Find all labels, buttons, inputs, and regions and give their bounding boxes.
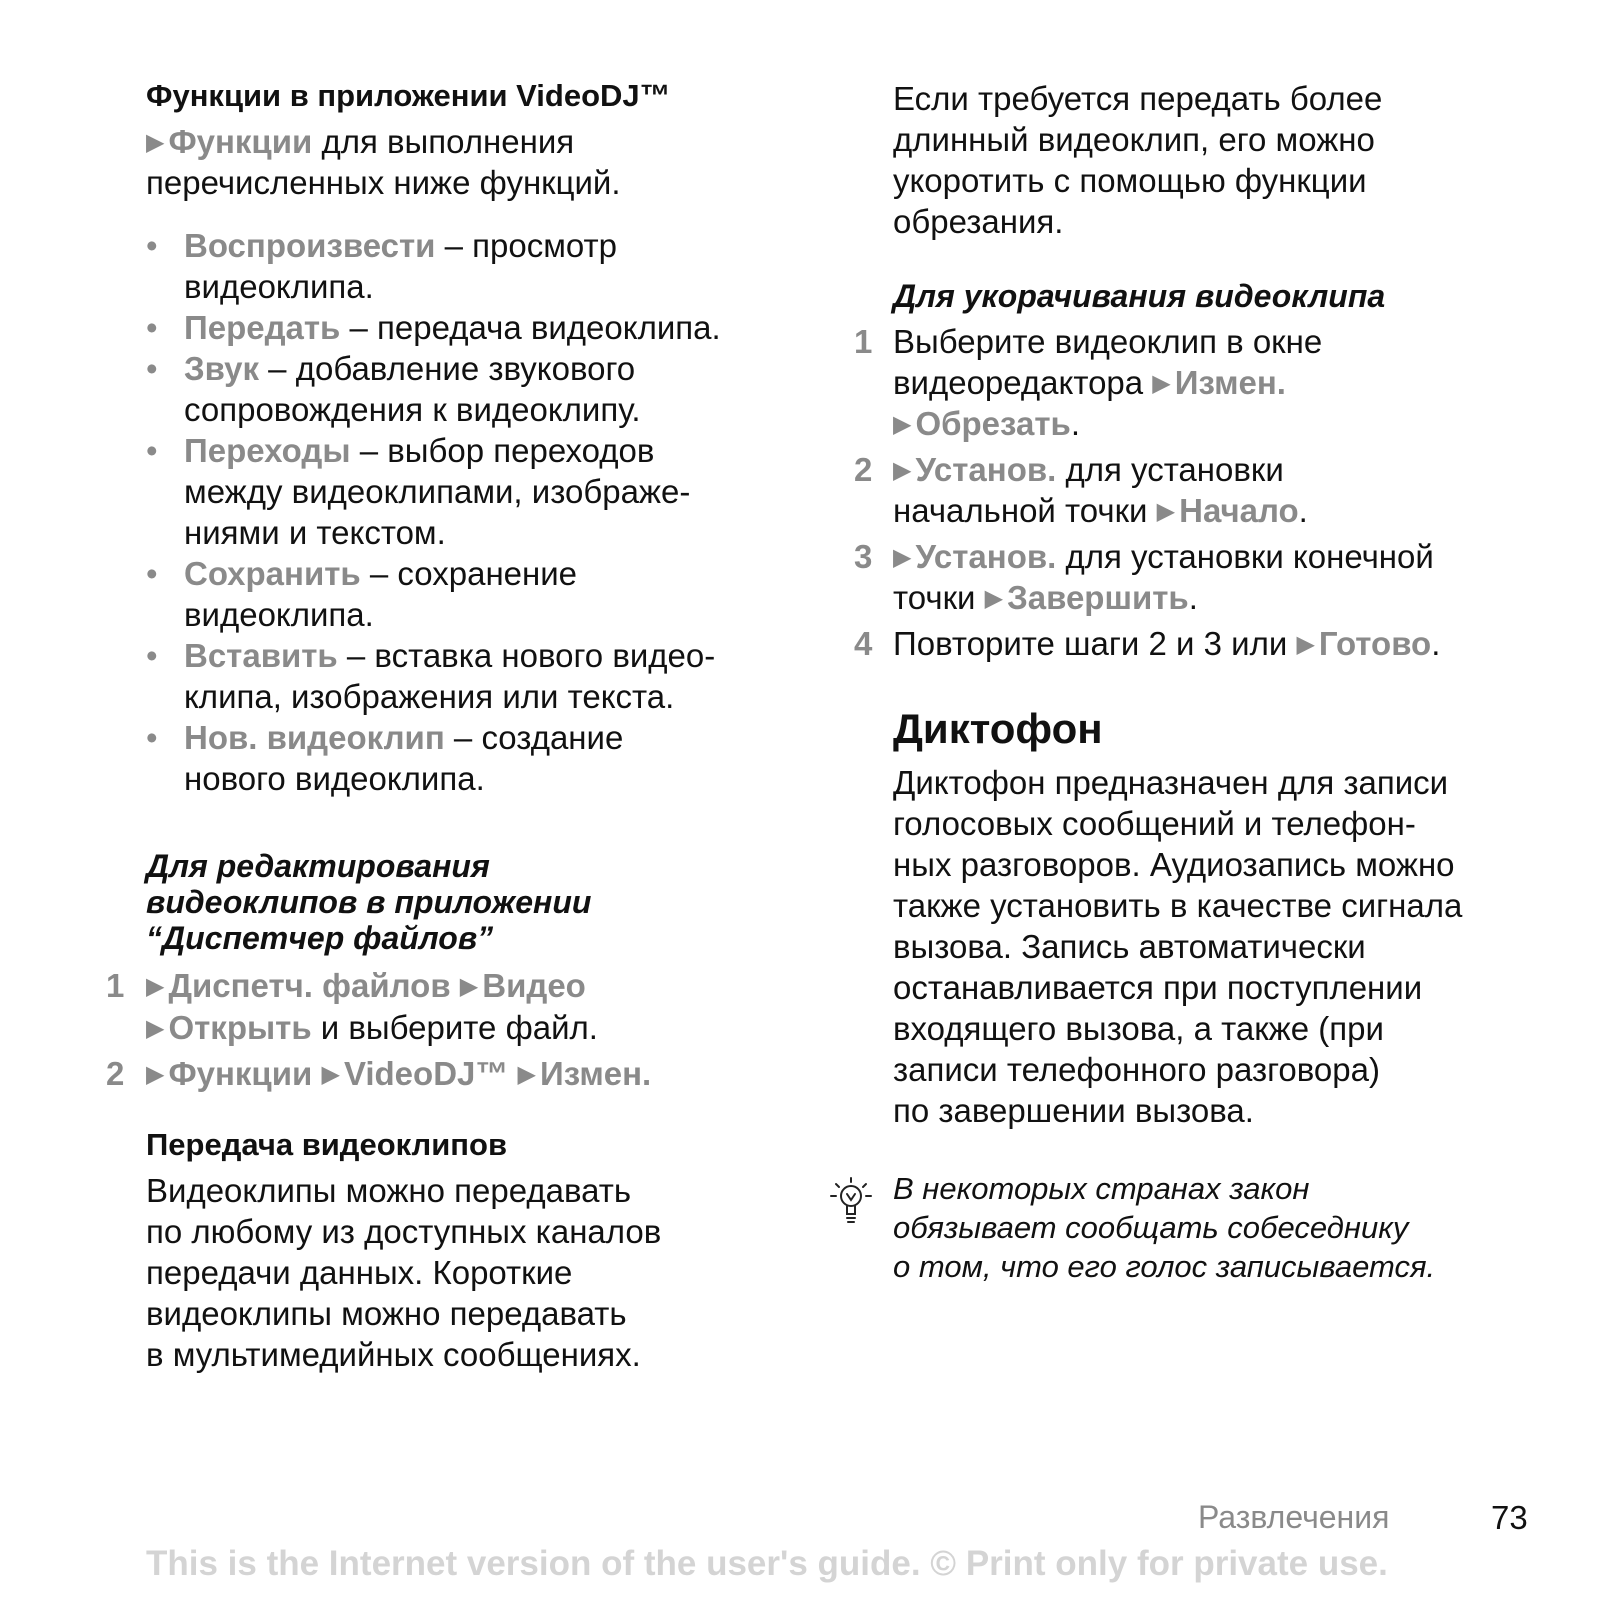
edit-step-1: 1 ▶ Диспетч. файлов ▶ Видео: [106, 967, 586, 1004]
open-link[interactable]: Открыть: [168, 1009, 312, 1046]
list-item: • Передать – передача видеоклипа.: [146, 309, 721, 346]
start-link[interactable]: Начало: [1179, 492, 1299, 529]
list-item-cont: сопровождения к видеоклипу.: [184, 391, 641, 428]
trim-step-2-cont: начальной точки ▶ Начало.: [893, 492, 1308, 529]
trim-step-4: 4 Повторите шаги 2 и 3 или ▶ Готово.: [854, 625, 1441, 662]
dictaphone-line: по завершении вызова.: [893, 1092, 1254, 1129]
transfer-line: в мультимедийных сообщениях.: [146, 1336, 641, 1373]
dictaphone-line: входящего вызова, а также (при: [893, 1010, 1384, 1047]
list-item: • Вставить – вставка нового видео-: [146, 637, 716, 674]
trim-step-1: 1 Выберите видеоклип в окне: [854, 323, 1323, 360]
note-line: о том, что его голос записывается.: [893, 1249, 1436, 1284]
list-item-cont: ниями и текстом.: [184, 514, 446, 551]
transfer-line: по любому из доступных каналов: [146, 1213, 662, 1250]
footer-section: Развлечения: [1198, 1499, 1390, 1535]
trim-heading: Для укорачивания видеоклипа: [893, 278, 1386, 314]
intro-line: длинный видеоклип, его можно: [893, 121, 1375, 158]
dictaphone-line: ных разговоров. Аудиозапись можно: [893, 846, 1455, 883]
arrow-icon: ▶: [146, 129, 165, 156]
list-item-cont: между видеоклипами, изображе-: [184, 473, 691, 510]
list-item: • Переходы – выбор переходов: [146, 432, 655, 469]
intro-line: обрезания.: [893, 203, 1064, 240]
page-number: 73: [1491, 1499, 1528, 1536]
set-link[interactable]: Установ.: [915, 451, 1057, 488]
done-link[interactable]: Готово: [1318, 625, 1432, 662]
trim-step-2: 2 ▶ Установ. для установки: [854, 451, 1284, 488]
list-item-cont: нового видеоклипа.: [184, 760, 485, 797]
functions-link[interactable]: Функции: [168, 123, 313, 160]
dictaphone-line: вызова. Запись автоматически: [893, 928, 1366, 965]
list-item: • Нов. видеоклип – создание: [146, 719, 624, 756]
lightbulb-icon: [827, 1174, 875, 1228]
edit-heading-line-1: Для редактирования: [146, 848, 490, 884]
trim-step-1-cont: видеоредактора ▶ Измен.: [893, 364, 1286, 401]
edit-step-1-cont: ▶ Открыть и выберите файл.: [146, 1009, 598, 1046]
functions-link-2[interactable]: Функции: [168, 1055, 313, 1092]
dictaphone-line: Диктофон предназначен для записи: [893, 764, 1449, 801]
list-item: • Звук – добавление звукового: [146, 350, 636, 387]
transfer-heading: Передача видеоклипов: [146, 1127, 508, 1162]
trim-step-3-cont: точки ▶ Завершить.: [893, 579, 1198, 616]
dictaphone-line: записи телефонного разговора): [893, 1051, 1380, 1088]
intro-line: Если требуется передать более: [893, 80, 1383, 117]
intro-line: укоротить с помощью функции: [893, 162, 1367, 199]
edit-link[interactable]: Измен.: [1174, 364, 1286, 401]
videodj-functions-heading: Функции в приложении VideoDJ™: [146, 78, 671, 113]
dictaphone-line: останавливается при поступлении: [893, 969, 1423, 1006]
edit-heading-line-3: “Диспетчер файлов”: [146, 920, 494, 956]
edit-link[interactable]: Измен.: [540, 1055, 652, 1092]
videodj-link[interactable]: VideoDJ™: [343, 1055, 509, 1092]
transfer-line: видеоклипы можно передавать: [146, 1295, 627, 1332]
note-line: обязывает сообщать собеседнику: [893, 1210, 1409, 1245]
trim-link[interactable]: Обрезать: [915, 405, 1071, 442]
intro-line-2: перечисленных ниже функций.: [146, 164, 621, 201]
list-item: • Воспроизвести – просмотр: [146, 227, 617, 264]
edit-step-2: 2 ▶ Функции ▶ VideoDJ™ ▶ Измен.: [106, 1055, 652, 1092]
watermark: This is the Internet version of the user's guide. © Print only for private use.: [146, 1544, 1388, 1583]
trim-step-1-cont: ▶ Обрезать.: [893, 405, 1080, 442]
edit-heading-line-2: видеоклипов в приложении: [146, 884, 592, 920]
dictaphone-line: также установить в качестве сигнала: [893, 887, 1463, 924]
set-link-2[interactable]: Установ.: [915, 538, 1057, 575]
list-item-cont: клипа, изображения или текста.: [184, 678, 675, 715]
intro-line-1: ▶ Функции для выполнения: [146, 123, 575, 160]
file-manager-link[interactable]: Диспетч. файлов: [168, 967, 451, 1004]
finish-link[interactable]: Завершить: [1007, 579, 1189, 616]
dictaphone-line: голосовых сообщений и телефон-: [893, 805, 1416, 842]
transfer-line: передачи данных. Короткие: [146, 1254, 573, 1291]
dictaphone-heading: Диктофон: [893, 705, 1103, 752]
list-item-cont: видеоклипа.: [184, 268, 374, 305]
trim-step-3: 3 ▶ Установ. для установки конечной: [854, 538, 1434, 575]
list-item: • Сохранить – сохранение: [146, 555, 578, 592]
transfer-line: Видеоклипы можно передавать: [146, 1172, 632, 1209]
note-line: В некоторых странах закон: [893, 1171, 1310, 1206]
list-item-cont: видеоклипа.: [184, 596, 374, 633]
video-link[interactable]: Видео: [482, 967, 586, 1004]
